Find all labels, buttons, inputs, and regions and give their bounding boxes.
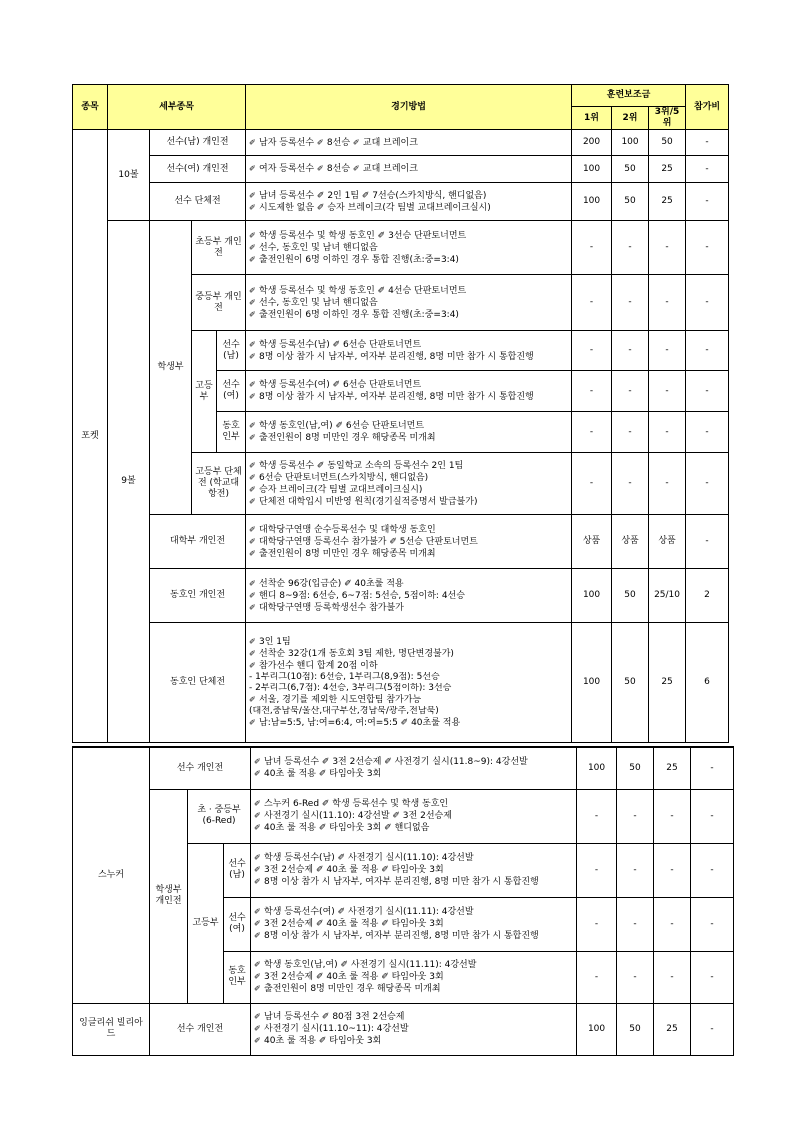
method-text: 선수, 동호인 및 남녀 핸디없음 — [259, 297, 378, 308]
rank2-value: 상품 — [612, 515, 649, 569]
rank1-value: - — [572, 412, 612, 453]
method-text: 출전인원이 8명 미만인 경우 해당종목 미개최 — [259, 548, 436, 559]
method-line — [249, 230, 569, 242]
pencil-icon: ✐ — [249, 433, 256, 442]
header-rank3: 3위/5위 — [649, 107, 686, 130]
method-text: 8명 이상 참가 시 남자부, 여자부 분리진행, 8명 미만 참가 시 통합진행 — [259, 351, 534, 362]
method-line — [249, 602, 569, 614]
method-line — [249, 524, 569, 536]
row-label: 선수 개인전 — [150, 747, 251, 789]
rank2-value: 50 — [612, 156, 649, 183]
pencil-icon: ✐ — [249, 285, 256, 295]
rank3-value: - — [649, 453, 686, 515]
method-line — [249, 496, 569, 508]
row-label: 초등부 개인전 — [192, 221, 246, 275]
rank1-value: 200 — [572, 130, 612, 156]
method-text: 시도제한 없음 ✐ 승자 브레이크(각 팀별 교대브레이크실시) — [259, 202, 491, 213]
method-text: 출전인원이 8명 미만인 경우 해당종목 미개최 — [264, 984, 441, 994]
rank1-value: 100 — [577, 747, 617, 789]
pencil-icon: ✐ — [254, 799, 261, 808]
rank1-value: - — [577, 789, 617, 843]
rank1-value: - — [572, 331, 612, 371]
fee-value: - — [691, 897, 734, 951]
method-line — [254, 1011, 574, 1023]
rank3-value: - — [654, 897, 691, 951]
method-text: 학생 등록선수 ✐ 동일학교 소속의 등록선수 2인 1팀 — [259, 460, 464, 471]
pencil-icon: ✐ — [254, 769, 261, 779]
method-text: 8명 이상 참가 시 남자부, 여자부 분리진행, 8명 미만 참가 시 통합진행 — [264, 931, 539, 941]
row-method — [246, 623, 572, 743]
method-line — [254, 798, 574, 810]
method-text: 참가선수 핸디 합계 20점 이하 — [259, 661, 378, 671]
rank3-value: - — [649, 275, 686, 331]
pencil-icon: ✐ — [249, 230, 256, 240]
row-method — [251, 843, 577, 897]
method-text: 선착순 96강(입금순) ✐ 40초룰 적용 — [259, 578, 404, 589]
method-text: 40초 룰 적용 ✐ 타임아웃 3회 ✐ 핸디없음 — [264, 823, 430, 833]
rank2-value: 50 — [617, 1003, 654, 1055]
fee-value: - — [686, 515, 729, 569]
method-line — [254, 864, 574, 876]
method-text: 선수, 동호인 및 남녀 핸디없음 — [259, 242, 378, 253]
rank2-value: - — [617, 897, 654, 951]
rank3-value: 50 — [649, 130, 686, 156]
header-method: 경기방법 — [246, 85, 572, 130]
method-text: 단체전 대학입시 미반영 원칙(경기실적증명서 발급불가) — [259, 496, 478, 507]
method-text: 8명 이상 참가 시 남자부, 여자부 분리진행, 8명 미만 참가 시 통합진행 — [259, 392, 534, 402]
rank3-value: - — [649, 371, 686, 412]
fee-value: - — [686, 183, 729, 221]
rank3-value: - — [654, 951, 691, 1003]
rank1-value: - — [577, 897, 617, 951]
pencil-icon: ✐ — [352, 137, 360, 147]
method-text: 학생 등록선수(여) ✐ 사전경기 실시(11.11): 4강선발 — [264, 907, 474, 917]
row-label: 초 · 중등부 (6-Red) — [188, 789, 251, 843]
method-text: 학생 동호인(남,여) ✐ 사전경기 실시(11.11): 4강선발 — [264, 960, 477, 970]
method-text: 남녀 등록선수 ✐ 2인 1팀 ✐ 7선승(스카치방식, 핸디없음) — [259, 190, 487, 201]
method-text: 6선승 단판토너먼트(스카치방식, 핸디없음) — [259, 472, 429, 483]
rank1-value: - — [577, 843, 617, 897]
fee-value: - — [686, 275, 729, 331]
header-sub-event: 세부종목 — [108, 85, 246, 130]
row-label: 선수(여) 개인전 — [150, 156, 246, 183]
rank2-value: - — [612, 331, 649, 371]
pencil-icon: ✐ — [249, 202, 256, 212]
method-line — [254, 756, 574, 768]
row-label: 선수(남) 개인전 — [150, 130, 246, 156]
method-text: 출전인원이 6명 이하인 경우 통합 진행(초:중=3:4) — [259, 309, 459, 320]
pencil-icon: ✐ — [249, 309, 256, 319]
pencil-icon: ✐ — [249, 164, 256, 173]
rank1-value: - — [572, 275, 612, 331]
pencil-icon: ✐ — [254, 877, 261, 886]
rank1-value: - — [572, 221, 612, 275]
method-line — [249, 536, 569, 548]
pencil-icon: ✐ — [254, 1024, 261, 1033]
fee-value: - — [691, 789, 734, 843]
rank2-value: 50 — [617, 747, 654, 789]
method-text: 출전인원이 6명 이하인 경우 통합 진행(초:중=3:4) — [259, 254, 459, 265]
pencil-icon: ✐ — [316, 137, 324, 147]
fee-value: - — [691, 747, 734, 789]
method-line — [249, 706, 569, 717]
row-method — [246, 412, 572, 453]
pencil-icon: ✐ — [254, 907, 261, 916]
method-line — [249, 472, 569, 484]
method-line — [249, 636, 569, 648]
rank1-value: 100 — [577, 1003, 617, 1055]
row-method — [246, 221, 572, 275]
row-label: 동호인 단체전 — [150, 623, 246, 743]
pencil-icon: ✐ — [249, 602, 256, 612]
group-student-individual: 학생부 개인전 — [150, 789, 188, 1003]
rank3-value: 25 — [649, 156, 686, 183]
fee-value: - — [686, 156, 729, 183]
fee-value: - — [691, 1003, 734, 1055]
rank3-value: 25 — [654, 747, 691, 789]
pencil-icon: ✐ — [249, 254, 256, 264]
row-method — [246, 156, 572, 183]
method-line — [249, 137, 569, 149]
rank2-value: - — [617, 951, 654, 1003]
method-line — [249, 297, 569, 309]
rank3-value: - — [649, 331, 686, 371]
row-label: 선수 (남) — [224, 843, 251, 897]
snooker-table-wrapper — [72, 746, 728, 1056]
method-line — [249, 254, 569, 266]
row-method — [251, 1003, 577, 1055]
pencil-icon: ✐ — [254, 984, 261, 993]
rules-table — [72, 84, 729, 743]
method-text: 스누커 6-Red ✐ 학생 등록선수 및 학생 동호인 — [264, 799, 449, 809]
method-line — [249, 351, 569, 363]
method-line — [254, 918, 574, 930]
method-line — [249, 660, 569, 672]
method-line — [254, 822, 574, 834]
method-text: 남자 등록선수 — [259, 137, 317, 148]
method-line — [249, 420, 569, 432]
method-text: 학생 등록선수 및 학생 동호인 ✐ 4선승 단판토너먼트 — [259, 285, 467, 296]
method-line — [254, 876, 574, 888]
method-line — [254, 852, 574, 864]
pencil-icon: ✐ — [249, 484, 256, 494]
pencil-icon: ✐ — [254, 960, 261, 969]
pencil-icon: ✐ — [249, 649, 256, 658]
method-text: 학생 등록선수 및 학생 동호인 ✐ 3선승 단판토너먼트 — [259, 230, 467, 241]
row-label: 선수 (남) — [217, 331, 246, 371]
fee-value: - — [691, 951, 734, 1003]
row-method — [246, 130, 572, 156]
rank1-value: 100 — [572, 183, 612, 221]
method-line — [249, 590, 569, 602]
pencil-icon: ✐ — [249, 460, 256, 470]
method-text: 8선승 — [326, 137, 353, 148]
rank3-value: 25 — [649, 183, 686, 221]
method-line — [249, 339, 569, 351]
pencil-icon: ✐ — [249, 718, 256, 727]
method-line — [249, 672, 569, 683]
method-line — [254, 906, 574, 918]
group-english-billiards: 잉글리쉬 빌리아드 — [73, 1003, 150, 1055]
pencil-icon: ✐ — [254, 823, 261, 832]
pencil-icon: ✐ — [249, 380, 256, 389]
pencil-icon: ✐ — [254, 757, 261, 767]
fee-value: - — [686, 221, 729, 275]
method-text: 40초 룰 적용 ✐ 타임아웃 3회 — [264, 1036, 382, 1046]
rank1-value: 100 — [572, 569, 612, 623]
method-text: 남:남=5:5, 남:여=6:4, 여:여=5:5 ✐ 40초룰 적용 — [259, 718, 461, 728]
method-line — [254, 983, 574, 995]
row-method — [246, 331, 572, 371]
method-line — [249, 484, 569, 496]
method-line — [249, 694, 569, 706]
rank3-value: - — [654, 789, 691, 843]
rules-table-wrapper — [72, 84, 728, 743]
rank1-value: - — [572, 453, 612, 515]
fee-value: - — [686, 371, 729, 412]
pencil-icon: ✐ — [249, 695, 256, 704]
rank3-value: 25/10 — [649, 569, 686, 623]
pencil-icon: ✐ — [249, 578, 256, 588]
pencil-icon: ✐ — [254, 931, 261, 940]
header-subsidy: 훈련보조금 — [572, 85, 686, 107]
group-10ball: 10볼 — [108, 130, 150, 221]
pencil-icon: ✐ — [249, 496, 256, 506]
pencil-icon: ✐ — [249, 421, 256, 430]
group-9ball: 9볼 — [108, 221, 150, 743]
row-label: 대학부 개인전 — [150, 515, 246, 569]
row-method — [246, 183, 572, 221]
pencil-icon: ✐ — [249, 339, 256, 349]
pencil-icon: ✐ — [249, 297, 256, 307]
pencil-icon: ✐ — [249, 190, 256, 200]
pencil-icon: ✐ — [254, 853, 261, 862]
row-method — [251, 951, 577, 1003]
rank3-value: 25 — [654, 1003, 691, 1055]
pencil-icon: ✐ — [254, 1012, 261, 1021]
method-line — [249, 432, 569, 444]
method-line — [249, 202, 569, 214]
method-line — [249, 242, 569, 254]
fee-value: 2 — [686, 569, 729, 623]
method-text: 남녀 등록선수 ✐ 80점 3전 2선승제 — [264, 1012, 405, 1022]
method-line — [249, 190, 569, 202]
row-label: 선수 (여) — [224, 897, 251, 951]
header-rank2: 2위 — [612, 107, 649, 130]
group-pocket: 포켓 — [73, 130, 108, 743]
row-label: 중등부 개인전 — [192, 275, 246, 331]
method-line — [249, 578, 569, 590]
rank2-value: - — [612, 221, 649, 275]
method-line — [254, 768, 574, 780]
method-text: - 1부리그(10점): 6선승, 1부리그(8,9점): 5선승 — [249, 672, 440, 682]
method-text: (대전,충남북/울산,대구부산,경남북/광주,전남북) — [249, 706, 439, 716]
row-method — [251, 897, 577, 951]
method-line — [249, 460, 569, 472]
method-line — [249, 391, 569, 403]
pencil-icon: ✐ — [249, 472, 256, 482]
method-line — [249, 683, 569, 694]
method-line — [254, 971, 574, 983]
rank1-value: 상품 — [572, 515, 612, 569]
fee-value: - — [686, 412, 729, 453]
rank2-value: 100 — [612, 130, 649, 156]
rank1-value: 100 — [572, 623, 612, 743]
pencil-icon: ✐ — [249, 351, 256, 361]
method-text: 서울, 경기를 제외한 시도연합팀 참가가능 — [259, 695, 422, 705]
rank3-value: 상품 — [649, 515, 686, 569]
pencil-icon: ✐ — [352, 164, 360, 173]
row-method — [251, 747, 577, 789]
method-line — [249, 648, 569, 660]
method-text: 대학당구연맹 등록선수 참가불가 ✐ 5선승 단판토너먼트 — [259, 536, 478, 547]
method-line — [254, 1023, 574, 1035]
group-highschool-snooker: 고등부 — [188, 843, 224, 1003]
row-label: 선수 (여) — [217, 371, 246, 412]
method-text: 40초 룰 적용 ✐ 타임아웃 3회 — [264, 769, 382, 780]
method-text: 8선승 — [326, 164, 353, 174]
snooker-table — [72, 746, 734, 1056]
row-method — [246, 371, 572, 412]
method-text: 선착순 32강(1개 동호회 3팀 제한, 명단변경불가) — [259, 649, 454, 659]
fee-value: - — [686, 453, 729, 515]
rank3-value: - — [649, 221, 686, 275]
rank1-value: - — [577, 951, 617, 1003]
pencil-icon: ✐ — [316, 164, 324, 173]
method-text: 8명 이상 참가 시 남자부, 여자부 분리진행, 8명 미만 참가 시 통합진행 — [264, 877, 539, 887]
pencil-icon: ✐ — [249, 590, 256, 600]
method-text: 핸디 8~9점: 6선승, 6~7점: 5선승, 5점이하: 4선승 — [259, 590, 465, 601]
pencil-icon: ✐ — [254, 972, 261, 981]
row-method — [246, 515, 572, 569]
method-text: 학생 등록선수(남) ✐ 사전경기 실시(11.10): 4강선발 — [264, 853, 474, 863]
method-line — [249, 379, 569, 391]
method-line — [249, 163, 569, 175]
rank2-value: - — [612, 453, 649, 515]
header-fee: 참가비 — [686, 85, 729, 130]
method-text: 대학당구연맹 순수등록선수 및 대학생 동호인 — [259, 524, 436, 535]
fee-value: - — [686, 130, 729, 156]
pencil-icon: ✐ — [249, 137, 256, 147]
method-text: 여자 등록선수 — [259, 164, 317, 174]
rank1-value: 100 — [572, 156, 612, 183]
row-label: 고등부 단체전 (학교대항전) — [192, 453, 246, 515]
row-label: 동호인 개인전 — [150, 569, 246, 623]
method-line — [254, 810, 574, 822]
rank3-value: - — [649, 412, 686, 453]
pencil-icon: ✐ — [249, 242, 256, 252]
rank1-value: - — [572, 371, 612, 412]
method-line — [249, 548, 569, 560]
method-line — [254, 1035, 574, 1047]
row-method — [251, 789, 577, 843]
method-text: 3인 1팀 — [259, 637, 291, 647]
method-text: 3전 2선승제 ✐ 40초 룰 적용 ✐ 타임아웃 3회 — [264, 919, 444, 929]
rank3-value: 25 — [649, 623, 686, 743]
method-line — [249, 285, 569, 297]
pencil-icon: ✐ — [254, 811, 261, 820]
method-text: 학생 등록선수(남) ✐ 6선승 단판토너먼트 — [259, 339, 422, 350]
method-text: 출전인원이 8명 미만인 경우 해당종목 미개최 — [259, 433, 436, 443]
pencil-icon: ✐ — [254, 919, 261, 928]
rank3-value: - — [654, 843, 691, 897]
rank2-value: 50 — [612, 569, 649, 623]
rank2-value: - — [617, 789, 654, 843]
method-text: 교대 브레이크 — [362, 164, 418, 174]
method-line — [254, 959, 574, 971]
method-text: 3전 2선승제 ✐ 40초 룰 적용 ✐ 타임아웃 3회 — [264, 972, 444, 982]
rank2-value: - — [612, 275, 649, 331]
rank2-value: - — [617, 843, 654, 897]
rank2-value: - — [612, 371, 649, 412]
method-line — [254, 930, 574, 942]
pencil-icon: ✐ — [249, 661, 256, 670]
rank2-value: 50 — [612, 183, 649, 221]
method-text: - 2부리그(6,7점): 4선승, 3부리그(5점이하): 3선승 — [249, 683, 452, 693]
method-text: 대학당구연맹 등록학생선수 참가불가 — [259, 602, 404, 613]
pencil-icon: ✐ — [249, 524, 256, 534]
method-text: 학생 동호인(남,여) ✐ 6선승 단판토너먼트 — [259, 421, 425, 431]
row-label: 동호 인부 — [224, 951, 251, 1003]
row-method — [246, 275, 572, 331]
rank2-value: 50 — [612, 623, 649, 743]
method-text: 학생 등록선수(여) ✐ 6선승 단판토너먼트 — [259, 380, 422, 390]
fee-value: - — [686, 331, 729, 371]
method-text: 남녀 등록선수 ✐ 3전 2선승제 ✐ 사전경기 실시(11.8~9): 4강선발 — [264, 757, 528, 768]
pencil-icon: ✐ — [249, 392, 256, 401]
row-label: 선수 개인전 — [150, 1003, 251, 1055]
row-method — [246, 569, 572, 623]
header-event: 종목 — [73, 85, 108, 130]
row-method — [246, 453, 572, 515]
fee-value: 6 — [686, 623, 729, 743]
header-rank1: 1위 — [572, 107, 612, 130]
fee-value: - — [691, 843, 734, 897]
pencil-icon: ✐ — [249, 548, 256, 558]
pencil-icon: ✐ — [249, 637, 256, 646]
method-text: 사전경기 실시(11.10): 4강선발 ✐ 3전 2선승제 — [264, 811, 452, 821]
row-label: 동호 인부 — [217, 412, 246, 453]
method-text: 사전경기 실시(11.10~11): 4강선발 — [264, 1024, 409, 1034]
pencil-icon: ✐ — [254, 1036, 261, 1045]
method-text: 3전 2선승제 ✐ 40초 룰 적용 ✐ 타임아웃 3회 — [264, 865, 444, 875]
row-label: 선수 단체전 — [150, 183, 246, 221]
pencil-icon: ✐ — [254, 865, 261, 874]
pencil-icon: ✐ — [249, 536, 256, 546]
group-student: 학생부 — [150, 221, 192, 515]
method-line — [249, 309, 569, 321]
method-text: 승자 브레이크(각 팀별 교대브레이크실시) — [259, 484, 423, 495]
group-snooker: 스누커 — [73, 747, 150, 1003]
method-line — [249, 717, 569, 729]
rank2-value: - — [612, 412, 649, 453]
group-highschool: 고등부 — [192, 331, 217, 453]
method-text: 교대 브레이크 — [362, 137, 418, 148]
